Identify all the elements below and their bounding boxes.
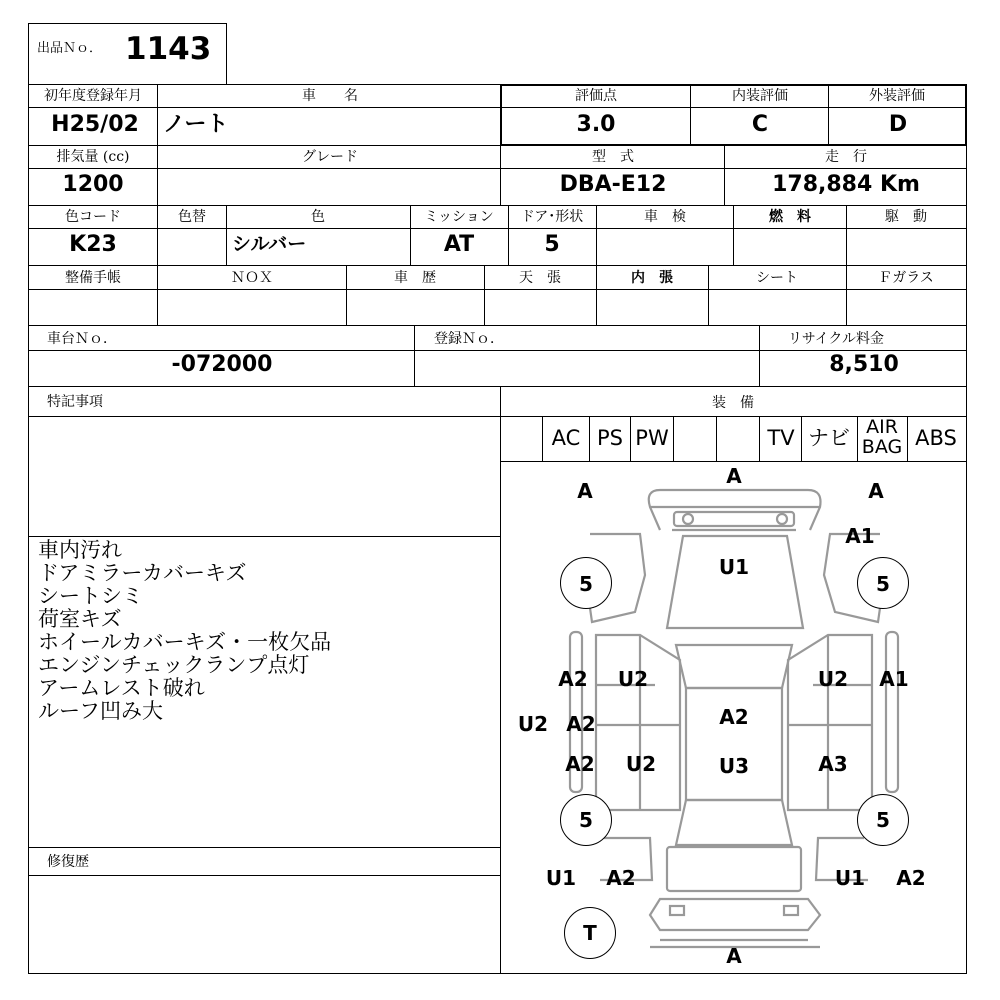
damage-rear-bumper: A bbox=[726, 944, 742, 968]
rear-window-shape bbox=[676, 800, 792, 845]
color-code-label: 色コード bbox=[65, 209, 121, 225]
fuel-label: 燃 料 bbox=[769, 209, 811, 225]
equip-ac: AC bbox=[551, 426, 581, 450]
repair-history-label: 修復歴 bbox=[47, 854, 89, 870]
damage-rear-right-u: U1 bbox=[834, 866, 866, 890]
front-emblem-left bbox=[683, 514, 693, 524]
note-item: 車内汚れ bbox=[38, 538, 122, 562]
equip-abs: ABS bbox=[915, 426, 957, 450]
damage-roof: U1 bbox=[718, 555, 750, 579]
car-history-label: 車 歴 bbox=[394, 270, 436, 286]
grade-score-label: 評価点 bbox=[575, 88, 617, 104]
ceiling-label: 天 張 bbox=[519, 270, 561, 286]
damage-left-side: U2 bbox=[517, 712, 549, 736]
rear-lamp-left bbox=[670, 906, 684, 915]
mission-label: ミッション bbox=[424, 209, 494, 225]
nox-label: ＮＯＸ bbox=[231, 270, 273, 286]
exterior-score-label: 外装評価 bbox=[869, 88, 925, 104]
note-item: エンジンチェックランプ点灯 bbox=[38, 653, 310, 677]
reg-date-label: 初年度登録年月 bbox=[44, 88, 142, 104]
interior-score-label: 内装評価 bbox=[732, 88, 788, 104]
damage-left-rocker: A2 bbox=[566, 712, 596, 736]
damage-left-front-door-a: A2 bbox=[558, 667, 588, 691]
model-value: DBA-E12 bbox=[559, 172, 667, 197]
note-item: ドアミラーカバーキズ bbox=[38, 561, 247, 585]
windshield-shape bbox=[676, 645, 792, 688]
front-glass-label: Ｆガラス bbox=[878, 270, 934, 286]
tire-rear-right-mark: 5 bbox=[876, 808, 890, 832]
lot-number-value: 1143 bbox=[125, 31, 212, 67]
hood-shape bbox=[667, 536, 803, 628]
rear-hatch-shape bbox=[667, 847, 801, 891]
damage-rear-right-a: A2 bbox=[896, 866, 926, 890]
damage-left-rear-u: U2 bbox=[625, 752, 657, 776]
displacement-label: 排気量 (cc) bbox=[56, 149, 130, 165]
equip-ps: PS bbox=[597, 426, 623, 450]
front-emblem-right bbox=[777, 514, 787, 524]
registration-number-label: 登録Ｎｏ． bbox=[434, 331, 504, 347]
damage-front-right: A bbox=[868, 479, 884, 503]
tire-spare-mark: T bbox=[583, 921, 597, 945]
damage-right-front-fender: A1 bbox=[879, 667, 909, 691]
special-notes-label: 特記事項 bbox=[47, 394, 103, 410]
color-label: 色 bbox=[311, 209, 325, 225]
right-side-belt bbox=[788, 635, 872, 810]
equip-airbag-line2: BAG bbox=[861, 436, 903, 458]
recycle-fee-label: リサイクル料金 bbox=[787, 331, 885, 347]
mileage-label: 走 行 bbox=[825, 149, 867, 165]
tire-front-left-mark: 5 bbox=[579, 572, 593, 596]
maintenance-book-label: 整備手帳 bbox=[65, 270, 121, 286]
damage-right-front-door-u: U2 bbox=[817, 667, 849, 691]
color-value: シルバー bbox=[232, 233, 307, 255]
model-label: 型 式 bbox=[592, 149, 634, 165]
damage-front-left: A bbox=[577, 479, 593, 503]
chassis-number-label: 車台Ｎｏ． bbox=[47, 331, 117, 347]
equip-navi: ナビ bbox=[808, 426, 850, 450]
rear-lamp-right bbox=[784, 906, 798, 915]
exterior-score-value: D bbox=[888, 112, 908, 137]
equip-tv: TV bbox=[767, 426, 795, 450]
recycle-fee-value: 8,510 bbox=[829, 352, 899, 377]
drive-label: 駆 動 bbox=[885, 209, 927, 225]
reg-date-value: H25/02 bbox=[51, 112, 139, 137]
door-label: ドア･形状 bbox=[520, 209, 584, 225]
seat-label: シート bbox=[756, 270, 798, 286]
mileage-value: 178,884 Km bbox=[772, 172, 920, 197]
note-item: ホイールカバーキズ・一枚欠品 bbox=[38, 630, 332, 654]
right-side-shape bbox=[788, 635, 872, 810]
inspection-label: 車 検 bbox=[644, 209, 686, 225]
chassis-number-value: -072000 bbox=[171, 352, 273, 377]
grade-name-label: グレード bbox=[302, 149, 358, 165]
note-item: ルーフ凹み大 bbox=[38, 699, 163, 723]
damage-front-bumper: A bbox=[726, 464, 742, 488]
grade-score-value: 3.0 bbox=[576, 112, 616, 137]
damage-cabin-lower: U3 bbox=[718, 754, 750, 778]
interior-score-value: C bbox=[751, 112, 769, 137]
note-item: シートシミ bbox=[38, 584, 143, 608]
note-item: 荷室キズ bbox=[38, 607, 122, 631]
door-value: 5 bbox=[544, 232, 560, 257]
damage-left-front-door-u: U2 bbox=[617, 667, 649, 691]
damage-cabin-upper: A2 bbox=[719, 705, 749, 729]
left-side-shape bbox=[596, 635, 680, 810]
damage-right-rear-door: A3 bbox=[818, 752, 848, 776]
tire-front-right-mark: 5 bbox=[876, 572, 890, 596]
color-change-label: 色替 bbox=[178, 209, 206, 225]
lot-number-label: 出品Ｎｏ． bbox=[37, 41, 103, 56]
equip-airbag-line1: AIR bbox=[866, 416, 898, 438]
mission-value: AT bbox=[443, 232, 475, 257]
right-rocker-shape bbox=[886, 632, 898, 792]
damage-right-front-top: A1 bbox=[845, 524, 875, 548]
note-item: アームレスト破れ bbox=[38, 676, 205, 700]
equip-pw: PW bbox=[635, 426, 669, 450]
damage-left-rear-a: A2 bbox=[565, 752, 595, 776]
left-side-belt bbox=[596, 635, 680, 810]
car-name-label: 車 名 bbox=[302, 88, 358, 104]
color-code-value: K23 bbox=[69, 232, 117, 257]
displacement-value: 1200 bbox=[62, 172, 124, 197]
interior-trim-label: 内 張 bbox=[631, 270, 673, 286]
equipment-label: 装 備 bbox=[712, 395, 754, 411]
damage-rear-left-u: U1 bbox=[545, 866, 577, 890]
damage-rear-left-a: A2 bbox=[606, 866, 636, 890]
car-name-value: ノート bbox=[163, 112, 229, 137]
tire-rear-left-mark: 5 bbox=[579, 808, 593, 832]
